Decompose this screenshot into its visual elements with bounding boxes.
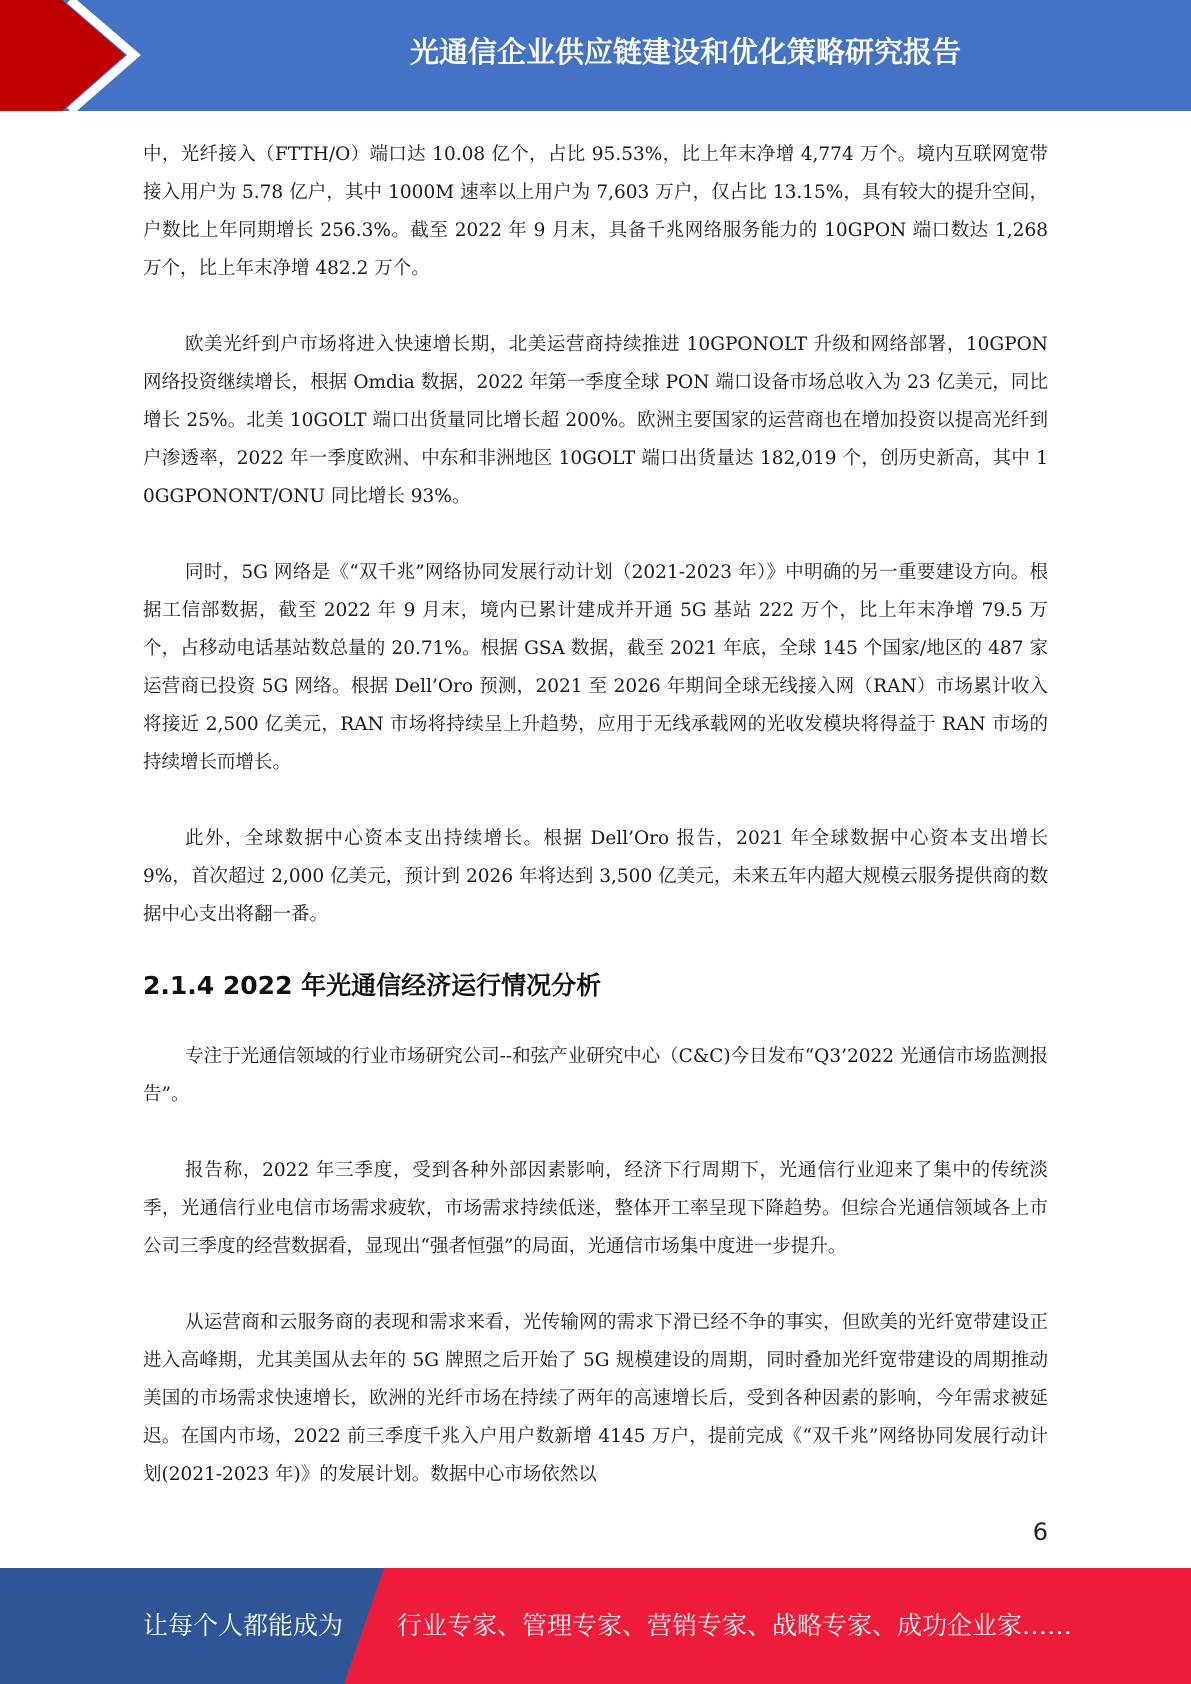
section-heading: 2.1.4 2022 年光通信经济运行情况分析	[143, 971, 602, 1000]
document-body	[143, 136, 1048, 1494]
paragraph: 中，光纤接入（FTTH/O）端口达 10.08 亿个，占比 95.53%，比上年末净增 4,774 万个。境内互联网宽带接入用户为 5.78 亿户，其中 1000M 速率以上用户为 7,603 万户，仅占比 13.15%，具有较大的提升空间，户数比上年同期增长 256.3%。截至 2022 年 9 月末，具备千兆网络服务能力的 10GPON 端口数达 1,268 万个，比上年末净增 482.2 万个。	[143, 144, 1048, 279]
paragraph: 专注于光通信领域的行业市场研究公司--和弦产业研究中心（C&C)今日发布“Q3’2022 光通信市场监测报告”。	[143, 1046, 1048, 1105]
report-title: 光通信企业供应链建设和优化策略研究报告	[409, 35, 961, 69]
paragraph: 报告称，2022 年三季度，受到各种外部因素影响，经济下行周期下，光通信行业迎来了集中的传统淡季，光通信行业电信市场需求疲软，市场需求持续低迷，整体开工率呈现下降趋势。但综合光通信领域各上市公司三季度的经营数据看，显现出“强者恒强”的局面，光通信市场集中度进一步提升。	[143, 1160, 1048, 1257]
page-footer	[0, 1568, 1191, 1684]
paragraph: 同时，5G 网络是《“双千兆”网络协同发展行动计划（2021-2023 年）》中明确的另一重要建设方向。根据工信部数据，截至 2022 年 9 月末，境内已累计建成并开通 5G 基站 222 万个，比上年末净增 79.5 万个，占移动电话基站数总量的 20.71%。根据 GSA 数据，截至 2021 年底，全球 145 个国家/地区的 487 家运营商已投资 5G 网络。根据 Dell’Oro 预测，2021 至 2026 年期间全球无线接入网（RAN）市场累计收入将接近 2,500 亿美元，RAN 市场将持续呈上升趋势，应用于无线承载网的光收发模块将得益于 RAN 市场的持续增长而增长。	[143, 562, 1048, 773]
paragraph: 此外，全球数据中心资本支出持续增长。根据 Dell’Oro 报告，2021 年全球数据中心资本支出增长 9%，首次超过 2,000 亿美元，预计到 2026 年将达到 3,500 亿美元，未来五年内超大规模云服务提供商的数据中心支出将翻一番。	[143, 828, 1048, 925]
header-arrow-decoration	[0, 0, 150, 111]
page-number: 6	[1032, 1518, 1048, 1546]
footer-slogan-left: 让每个人都能成为	[143, 1611, 344, 1640]
page-header	[0, 0, 1191, 111]
paragraph: 从运营商和云服务商的表现和需求来看，光传输网的需求下滑已经不争的事实，但欧美的光纤宽带建设正进入高峰期，尤其美国从去年的 5G 牌照之后开始了 5G 规模建设的周期，同时叠加光纤宽带建设的周期推动美国的市场需求快速增长，欧洲的光纤市场在持续了两年的高速增长后，受到各种因素的影响，今年需求被延迟。在国内市场，2022 前三季度千兆入户用户数新增 4145 万户，提前完成《“双千兆”网络协同发展行动计划(2021-2023 年)》的发展计划。数据中心市场依然以	[143, 1312, 1048, 1485]
paragraph: 欧美光纤到户市场将进入快速增长期，北美运营商持续推进 10GPONOLT 升级和网络部署，10GPON 网络投资继续增长，根据 Omdia 数据，2022 年第一季度全球 PON 端口设备市场总收入为 23 亿美元，同比增长 25%。北美 10GOLT 端口出货量同比增长超 200%。欧洲主要国家的运营商也在增加投资以提高光纤到户渗透率，2022 年一季度欧洲、中东和非洲地区 10GOLT 端口出货量达 182,019 个，创历史新高，其中 10GGPONONT/ONU 同比增长 93%。	[143, 334, 1048, 507]
header-red-chevron	[0, 0, 125, 111]
footer-slogan-right: 行业专家、管理专家、营销专家、战略专家、成功企业家……	[397, 1611, 1073, 1640]
